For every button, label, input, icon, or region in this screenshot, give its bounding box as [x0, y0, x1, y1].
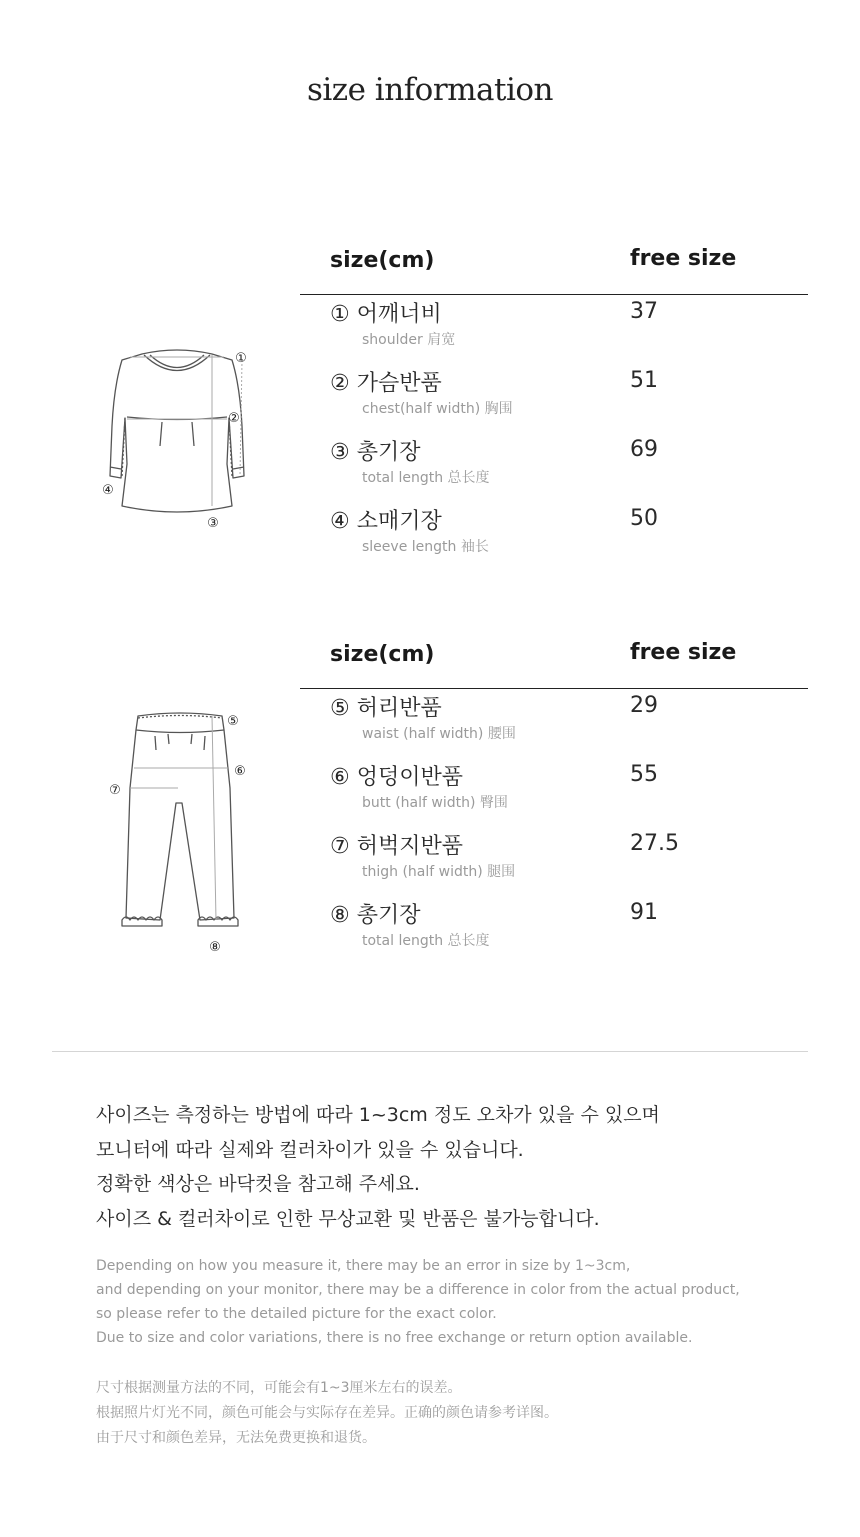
header-free-size: free size [630, 246, 737, 271]
row-sub: sleeve length 袖长 [362, 539, 489, 555]
row-value: 55 [630, 762, 658, 787]
row-label: ① 어깨너비 [330, 302, 442, 327]
marker-6: ⑥ [234, 764, 246, 779]
note-line: 由于尺寸和颜色差异，无法免费更换和退货。 [96, 1430, 376, 1446]
page-title: size information [306, 72, 554, 108]
row-value: 51 [630, 368, 658, 393]
table-row [300, 433, 808, 502]
notes-english [96, 1254, 816, 1350]
row-sub: thigh (half width) 腿围 [362, 864, 516, 880]
note-line: Due to size and color variations, there is no free exchange or return option available. [96, 1330, 693, 1346]
row-value: 27.5 [630, 831, 679, 856]
row-sub: total length 总长度 [362, 470, 490, 486]
table-row [300, 827, 808, 896]
marker-1: ① [235, 351, 247, 366]
pants-garment-diagram-icon [100, 708, 260, 958]
note-line: 사이즈는 측정하는 방법에 따라 1~3cm 정도 오차가 있을 수 있으며 [96, 1104, 660, 1126]
row-label: ③ 총기장 [330, 440, 421, 465]
row-value: 37 [630, 299, 658, 324]
note-line: and depending on your monitor, there may be a difference in color from the actual product, [96, 1282, 740, 1298]
row-label: ⑥ 엉덩이반품 [330, 765, 463, 790]
table-row [300, 364, 808, 433]
row-label: ⑧ 총기장 [330, 903, 421, 928]
note-line: Depending on how you measure it, there may be an error in size by 1~3cm, [96, 1258, 631, 1274]
row-value: 29 [630, 693, 658, 718]
note-line: 尺寸根据测量方法的不同，可能会有1~3厘米左右的误差。 [96, 1380, 462, 1396]
row-sub: total length 总长度 [362, 933, 490, 949]
row-label: ④ 소매기장 [330, 509, 442, 534]
note-line: 사이즈 & 컬러차이로 인한 무상교환 및 반품은 불가능합니다. [96, 1207, 600, 1230]
marker-7: ⑦ [109, 783, 121, 798]
note-line: so please refer to the detailed picture for the exact color. [96, 1306, 497, 1322]
header-size: size(cm) [330, 642, 435, 667]
table-row [300, 295, 808, 364]
table-row [300, 896, 808, 965]
note-line: 정확한 색상은 바닥컷을 참고해 주세요. [96, 1173, 420, 1195]
row-value: 69 [630, 437, 658, 462]
bottom-size-table [300, 634, 808, 965]
note-line: 모니터에 따라 실제와 컬러차이가 있을 수 있습니다. [96, 1138, 524, 1161]
top-garment-diagram-icon [92, 346, 262, 536]
marker-3: ③ [207, 516, 219, 531]
table-row [300, 502, 808, 571]
row-label: ② 가슴반품 [330, 371, 442, 396]
bottom-size-section [0, 634, 860, 994]
row-value: 91 [630, 900, 658, 925]
notes-korean [96, 1098, 816, 1236]
notes-chinese [96, 1376, 816, 1451]
marker-4: ④ [102, 483, 114, 498]
marker-8: ⑧ [209, 940, 221, 955]
marker-5: ⑤ [227, 714, 239, 729]
table-row [300, 689, 808, 758]
marker-2: ② [228, 411, 240, 426]
header-size: size(cm) [330, 248, 435, 273]
row-sub: waist (half width) 腰围 [362, 726, 516, 742]
note-line: 根据照片灯光不同，颜色可能会与实际存在差异。正确的颜色请参考详图。 [96, 1405, 558, 1421]
header-free-size: free size [630, 640, 737, 665]
table-row [300, 758, 808, 827]
section-divider [52, 1051, 808, 1052]
row-label: ⑦ 허벅지반품 [330, 834, 463, 859]
row-label: ⑤ 허리반품 [330, 696, 442, 721]
row-sub: chest(half width) 胸围 [362, 401, 513, 417]
row-sub: shoulder 肩宽 [362, 332, 456, 348]
table-header [300, 634, 808, 689]
row-value: 50 [630, 506, 658, 531]
table-header [300, 240, 808, 295]
top-size-table [300, 240, 808, 571]
top-size-section [0, 240, 860, 600]
row-sub: butt (half width) 臀围 [362, 795, 508, 811]
